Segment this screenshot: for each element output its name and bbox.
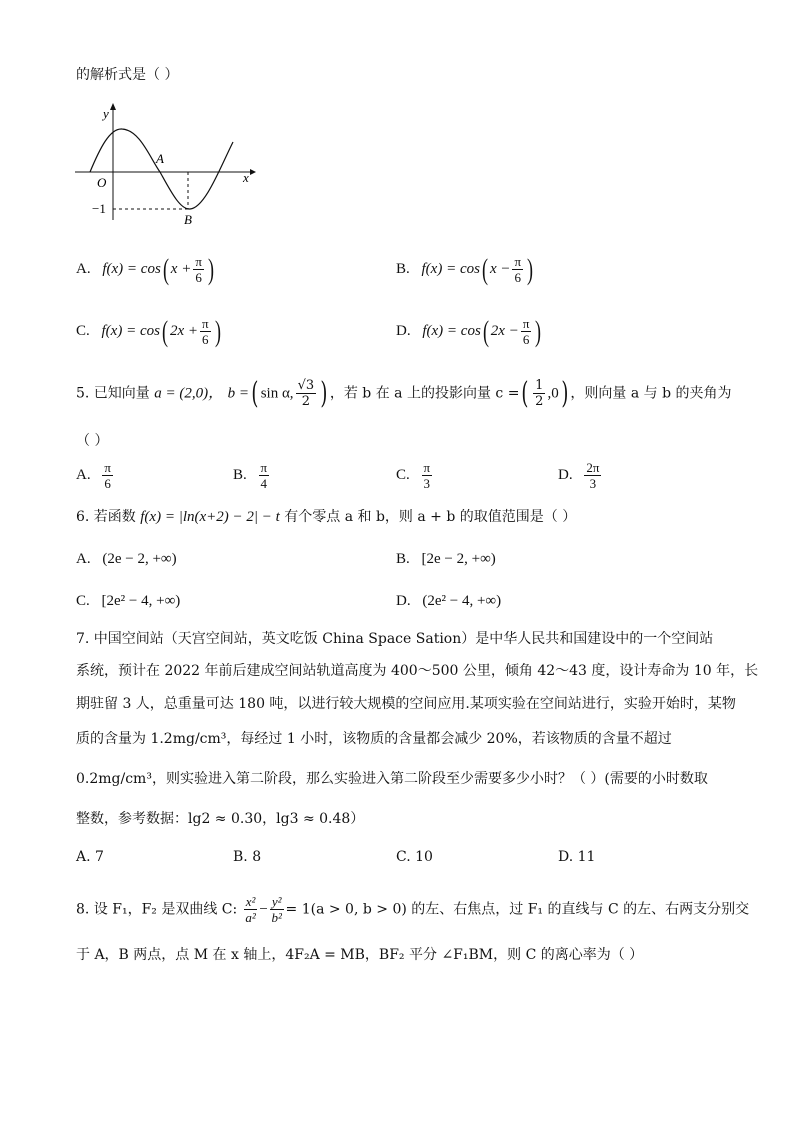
neg-one-label: −1: [92, 201, 106, 216]
vector-b: b =: [227, 385, 249, 402]
q7-option-d[interactable]: D. 11: [558, 849, 596, 865]
option-lhs: f(x) = cos: [422, 322, 481, 339]
fraction: $\frac{\pi}{6}$: [201, 316, 209, 347]
q8-line-2: 于 A，B 两点，点 M 在 x 轴上，4F₂A = MB，BF₂ 平分 ∠F₁BM，则 C 的离心率为（ ）: [76, 947, 644, 963]
fraction: $\frac{\pi}{6}$: [522, 316, 530, 347]
fraction: $\frac{\pi}{6}$: [195, 254, 202, 285]
q6-option-c[interactable]: [76, 592, 180, 610]
q4-intro: 的解析式是（ ）: [76, 67, 179, 83]
option-label: A.: [76, 466, 91, 483]
option-label: C.: [76, 322, 90, 339]
minus-sign: −: [259, 901, 268, 918]
q6-suffix: 有个零点 a 和 b，则 a + b 的取值范围是（ ）: [284, 509, 577, 525]
q4-option-c[interactable]: C. f(x) = cos( 2x + $\frac{\pi}{6}$ ): [76, 314, 221, 348]
fraction: $\frac{\pi}{6}$: [514, 254, 522, 285]
option-inner: 2x +: [169, 322, 198, 339]
vector-a: a = (2,0)，: [154, 385, 224, 402]
q7-option-c[interactable]: C. 10: [396, 849, 433, 865]
point-a-label: A: [156, 151, 164, 166]
q5-stem: 5. 已知向量 a = (2,0)， b =( sin α, $\frac{√3}{2}$ ) ，若 b 在 a 上的投影向量 c =( $\frac{1}{2}$ ,0) ，则向量 a 与 b 的夹角为: [76, 375, 732, 411]
fraction: $\frac{\pi}{6}$: [104, 460, 111, 491]
b-inner: sin α,: [260, 385, 294, 402]
q6-function: f(x) = |ln(x+2) − 2| − t: [140, 509, 280, 525]
option-label: A.: [76, 260, 91, 277]
option-label: C.: [76, 593, 90, 609]
q5-end: ，则向量 a 与 b 的夹角为: [570, 385, 732, 402]
cosine-curve: [90, 129, 233, 209]
option-label: D.: [396, 322, 411, 339]
fraction: $\frac{1}{2}$: [535, 378, 544, 409]
q5-paren: （ ）: [76, 433, 109, 449]
option-text: [2e² − 4, +∞): [101, 593, 181, 609]
option-inner: x −: [489, 260, 511, 277]
x-label: x: [243, 170, 249, 185]
option-label: D.: [396, 593, 411, 609]
option-inner: 2x −: [490, 322, 519, 339]
q5-option-c[interactable]: [396, 460, 434, 491]
c-tail: ,0: [547, 385, 559, 402]
fraction-x: $\frac{\text{x²}}{\text{a²}}$: [245, 894, 256, 925]
option-label: A.: [76, 551, 91, 567]
q7-line-6: 整数，参考数据：lg2 ≈ 0.30，lg3 ≈ 0.48）: [76, 811, 365, 827]
q7-option-a[interactable]: A. 7: [76, 849, 104, 865]
q8-prefix: 8. 设 F₁，F₂ 是双曲线 C:: [76, 901, 238, 918]
fraction-y: $\frac{\text{y²}}{\text{b²}}$: [271, 894, 282, 925]
option-text: [2e − 2, +∞): [421, 551, 496, 567]
fraction: $\frac{2\pi}{3}$: [586, 460, 600, 491]
q7-line-4: 质的含量为 1.2mg/cm³，每经过 1 小时，该物质的含量都会减少 20%，若该物质的含量不超过: [76, 731, 672, 747]
option-label: D.: [558, 466, 573, 483]
q8-line-1: [76, 894, 749, 925]
q6-option-b[interactable]: [396, 550, 496, 568]
q5-option-d[interactable]: [558, 460, 603, 491]
q7-line-5: 0.2mg/cm³，则实验进入第二阶段，那么实验进入第二阶段至少需要多少小时？（ ）(需要的小时数取: [76, 771, 708, 787]
option-label: B.: [396, 260, 410, 277]
x-axis-arrow: [250, 169, 256, 175]
q7-line-3: 期驻留 3 人，总重量可达 180 吨，以进行较大规模的空间应用.某项实验在空间站进行，实验开始时，某物: [76, 696, 736, 712]
option-label: B.: [233, 466, 247, 483]
q6-option-d[interactable]: [396, 592, 501, 610]
q7-line-1: 7. 中国空间站（天宫空间站，英文吃饭 China Space Sation）是中华人民共和国建设中的一个空间站: [76, 631, 714, 647]
option-text: (2e² − 4, +∞): [422, 593, 502, 609]
option-label: B.: [396, 551, 410, 567]
option-lhs: f(x) = cos: [101, 322, 160, 339]
fraction: $\frac{\pi}{3}$: [423, 460, 431, 491]
point-b-label: B: [184, 212, 192, 227]
y-label: y: [103, 106, 109, 121]
q5-option-a[interactable]: [76, 460, 115, 491]
q6-prefix: 6. 若函数: [76, 509, 136, 525]
option-text: (2e − 2, +∞): [102, 551, 177, 567]
q4-option-a[interactable]: A. f(x) = cos( x + $\frac{\pi}{6}$ ): [76, 252, 214, 286]
q4-option-b[interactable]: B. f(x) = cos( x − $\frac{\pi}{6}$ ): [396, 252, 534, 286]
q5-middle: ，若 b 在 a 上的投影向量 c =: [329, 385, 520, 402]
q7-option-b[interactable]: B. 8: [233, 849, 262, 865]
q6-option-a[interactable]: [76, 550, 177, 568]
option-lhs: f(x) = cos: [102, 260, 161, 277]
fraction: $\frac{√3}{2}$: [297, 378, 315, 409]
sine-graph: [70, 98, 260, 228]
option-lhs: f(x) = cos: [421, 260, 480, 277]
q5-option-b[interactable]: [233, 460, 271, 491]
q4-option-d[interactable]: D. f(x) = cos( 2x − $\frac{\pi}{6}$ ): [396, 314, 542, 348]
q6-stem: [76, 508, 576, 526]
y-axis-arrow: [110, 103, 116, 110]
q8-suffix: = 1(a > 0, b > 0) 的左、右焦点，过 F₁ 的直线与 C 的左、右两支分别交: [285, 901, 750, 918]
origin-label: O: [97, 175, 107, 190]
q7-line-2: 系统，预计在 2022 年前后建成空间站轨道高度为 400～500 公里，倾角 42～43 度，设计寿命为 10 年，长: [76, 663, 759, 679]
option-inner: x +: [170, 260, 192, 277]
q5-prefix: 5. 已知向量: [76, 385, 150, 402]
fraction: $\frac{\pi}{4}$: [260, 460, 268, 491]
option-label: C.: [396, 466, 410, 483]
